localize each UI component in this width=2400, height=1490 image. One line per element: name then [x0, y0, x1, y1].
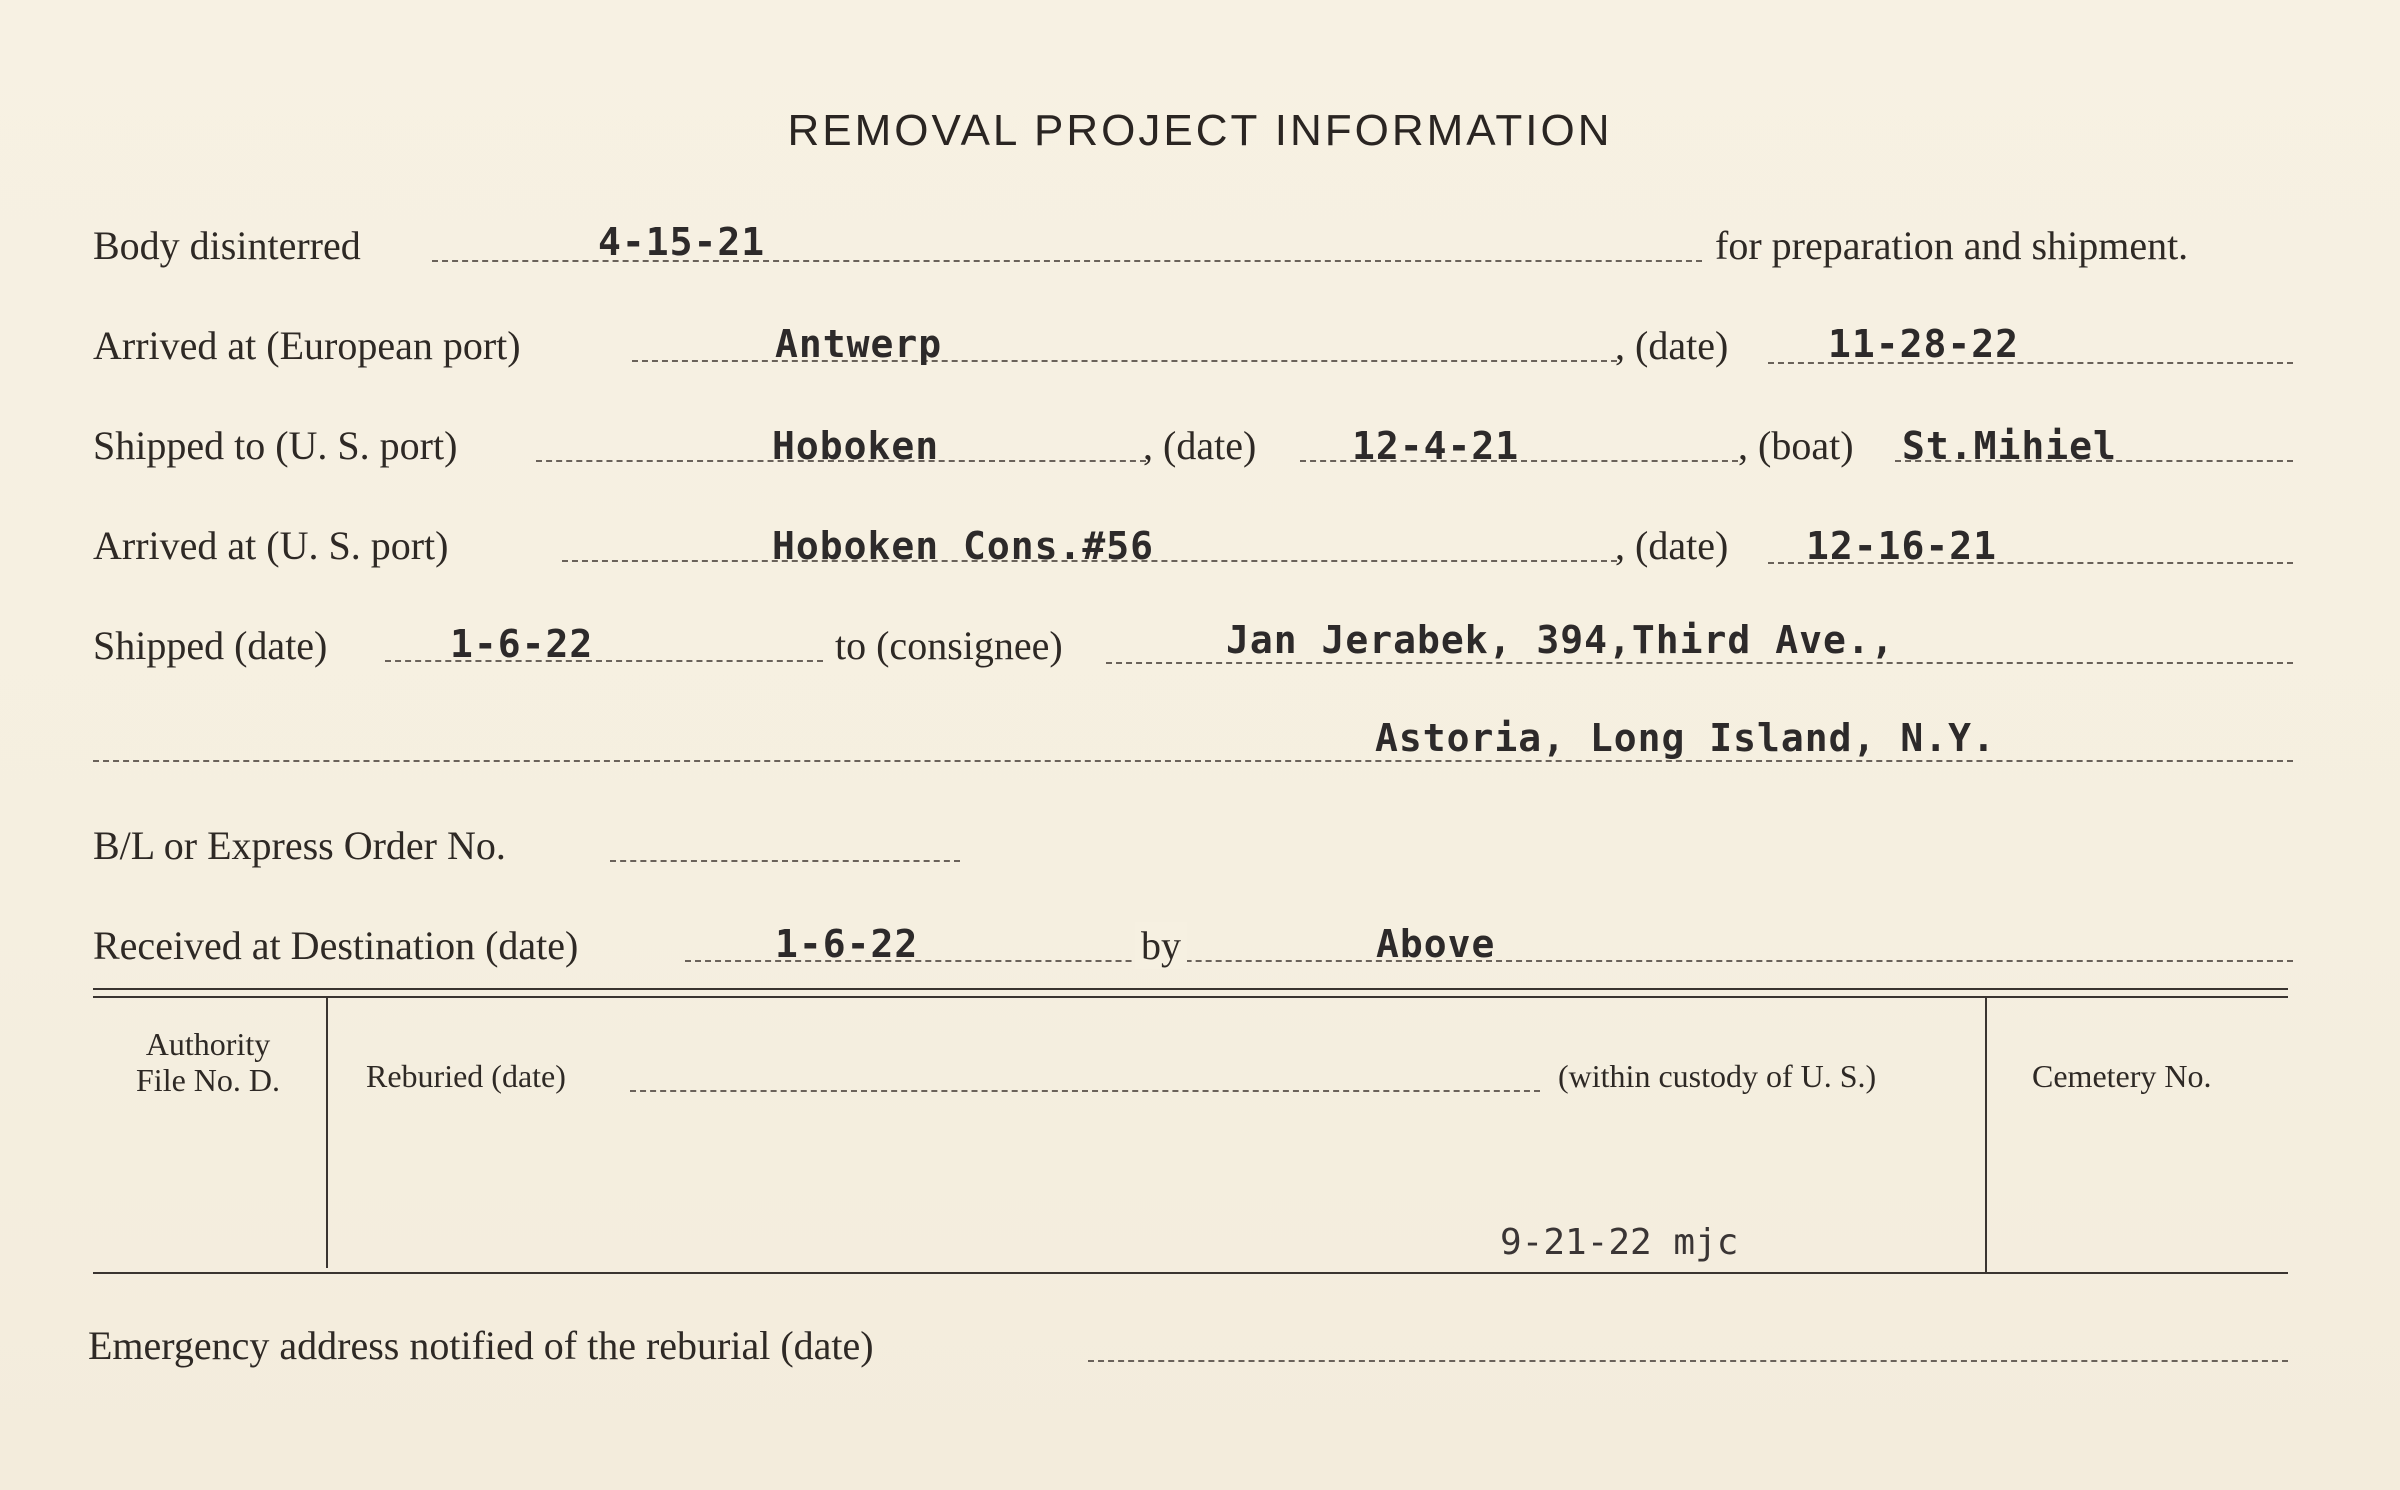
consignee-value-1: Jan Jerabek, 394,Third Ave.,: [1226, 618, 1895, 662]
shipped-us-date-value: 12-4-21: [1352, 424, 1520, 468]
emergency-line: [1088, 1360, 2288, 1362]
arrived-us-value: Hoboken Cons.#56: [772, 524, 1155, 568]
disinterred-value: 4-15-21: [598, 220, 766, 264]
shipped-us-value: Hoboken: [772, 424, 940, 468]
received-by-value: Above: [1376, 922, 1496, 966]
arrived-european-value: Antwerp: [775, 322, 943, 366]
authority-label-line-1: Authority: [145, 1026, 271, 1062]
disinterred-label: Body disinterred: [93, 223, 361, 268]
arrived-us-date-value: 12-16-21: [1806, 524, 1998, 568]
authority-label-line-2: File No. D.: [136, 1062, 280, 1098]
emergency-label: Emergency address notified of the reburial (date): [88, 1323, 874, 1368]
table-top-rule-1: [93, 988, 2288, 990]
arrived-european-date-value: 11-28-22: [1828, 322, 2020, 366]
shipped-date-value: 1-6-22: [450, 622, 594, 666]
table-bottom-rule: [93, 1272, 2288, 1274]
received-by-label: by: [1135, 922, 1187, 969]
bl-order-label: B/L or Express Order No.: [93, 823, 506, 868]
consignee-label: to (consignee): [835, 623, 1063, 668]
shipped-us-boat-label: , (boat): [1738, 423, 1854, 468]
consignee-value-2: Astoria, Long Island, N.Y.: [1375, 716, 1996, 760]
arrived-us-date-label: , (date): [1615, 523, 1729, 568]
consignee-line-2: [93, 760, 2293, 762]
file-stamp: 9-21-22 mjc: [1500, 1222, 1739, 1263]
shipped-us-boat-value: St.Mihiel: [1902, 424, 2117, 468]
arrived-us-label: Arrived at (U. S. port): [93, 523, 449, 568]
shipped-us-label: Shipped to (U. S. port): [93, 423, 458, 468]
shipped-us-date-label: , (date): [1143, 423, 1257, 468]
reburied-line: [630, 1090, 1540, 1092]
disinterred-suffix: for preparation and shipment.: [1715, 223, 2189, 268]
table-divider-right: [1985, 998, 1987, 1273]
received-label: Received at Destination (date): [93, 923, 579, 968]
card-title: REMOVAL PROJECT INFORMATION: [787, 106, 1613, 155]
authority-label: [93, 1026, 323, 1098]
table-top-rule-2: [93, 996, 2288, 998]
received-value: 1-6-22: [775, 922, 919, 966]
bl-order-line: [610, 860, 960, 862]
cemetery-label: Cemetery No.: [2032, 1058, 2212, 1094]
reburied-label: Reburied (date): [366, 1058, 566, 1094]
arrived-european-label: Arrived at (European port): [93, 323, 521, 368]
arrived-european-date-label: , (date): [1615, 323, 1729, 368]
table-divider-left: [326, 998, 328, 1268]
consignee-line-1: [1106, 662, 2293, 664]
shipped-date-label: Shipped (date): [93, 623, 328, 668]
custody-label: (within custody of U. S.): [1558, 1058, 1877, 1094]
